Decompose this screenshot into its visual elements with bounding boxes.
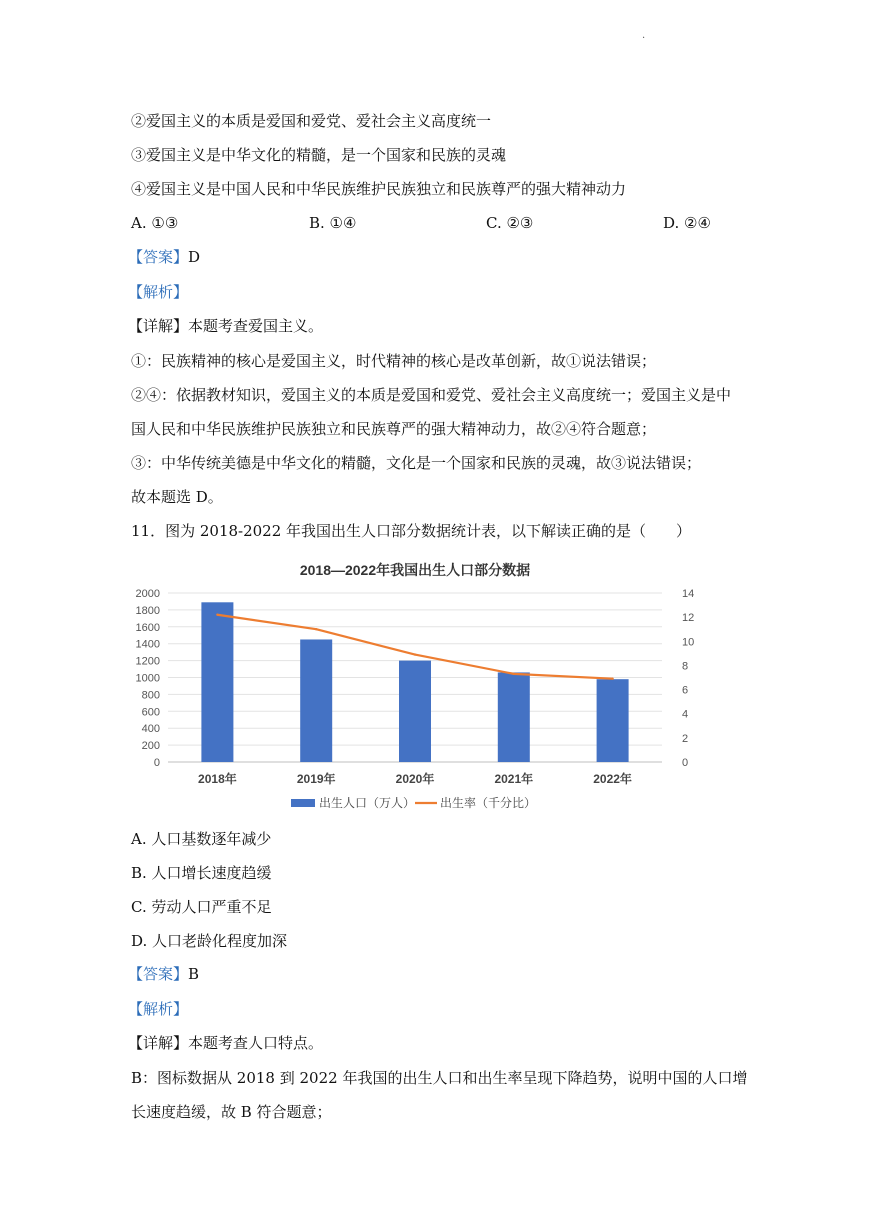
bar-2018年: [201, 602, 233, 762]
answer-tag: 【答案】: [128, 965, 189, 983]
q11-option-d: D. 人口老龄化程度加深: [131, 932, 288, 950]
y-right-tick-label: 2: [682, 732, 689, 745]
legend-label-line: 出生率（千分比）: [440, 796, 537, 810]
q10-option-c: C. ②③: [486, 214, 534, 232]
y-left-tick-label: 0: [153, 757, 160, 769]
birth-rate-point-2018年: [216, 614, 218, 616]
q11-analysis: [128, 999, 188, 1019]
birth-rate-point-2022年: [611, 678, 613, 680]
y-left-tick-label: 200: [141, 740, 160, 753]
detail-text: 本题考查爱国主义。: [188, 317, 324, 335]
x-tick-label: 2020年: [395, 772, 435, 786]
bar-2020年: [399, 661, 431, 762]
legend-swatch-bar: [291, 799, 315, 807]
q10-option-d: D. ②④: [663, 214, 711, 232]
x-tick-label: 2019年: [296, 772, 336, 786]
detail-tag: 【详解】: [128, 317, 189, 335]
q10-option-b: B. ①④: [309, 214, 357, 232]
q10-explain-5: 故本题选 D。: [131, 488, 223, 506]
statement-2: ②爱国主义的本质是爱国和爱党、爱社会主义高度统一: [131, 112, 492, 130]
q11-option-a: A. 人口基数逐年减少: [131, 830, 272, 848]
y-right-tick-label: 10: [682, 636, 695, 649]
q10-explain-1: ①：民族精神的核心是爱国主义，时代精神的核心是改革创新，故①说法错误；: [131, 352, 657, 370]
x-tick-label: 2021年: [494, 772, 534, 786]
q10-analysis: [128, 282, 188, 302]
bar-2019年: [300, 639, 332, 762]
q11-explain-2: 长速度趋缓，故 B 符合题意；: [131, 1103, 332, 1121]
y-right-tick-label: 14: [682, 588, 695, 600]
q10-option-a: A. ①③: [131, 214, 179, 232]
q10-explain-4: ③：中华传统美德是中华文化的精髓，文化是一个国家和民族的灵魂，故③说法错误；: [131, 454, 702, 472]
y-right-tick-label: 0: [682, 757, 689, 769]
statement-3: ③爱国主义是中华文化的精髓，是一个国家和民族的灵魂: [131, 146, 507, 164]
q10-answer: [128, 247, 200, 267]
q11-explain-1: B：图标数据从 2018 到 2022 年我国的出生人口和出生率呈现下降趋势，说明中国的人口增: [131, 1069, 748, 1087]
analysis-tag: 【解析】: [128, 283, 189, 301]
q11-stem: 11．图为 2018-2022 年我国出生人口部分数据统计表，以下解读正确的是（ ）: [131, 522, 692, 540]
y-left-tick-label: 1200: [135, 655, 160, 668]
y-left-tick-label: 600: [141, 706, 160, 719]
page-mark: .: [642, 30, 646, 41]
legend-label-bar: 出生人口（万人）: [319, 796, 416, 810]
answer-value: D: [188, 248, 201, 266]
q10-detail: [128, 316, 323, 336]
answer-tag: 【答案】: [128, 248, 189, 266]
statement-4: ④爱国主义是中国人民和中华民族维护民族独立和民族尊严的强大精神动力: [131, 180, 627, 198]
x-tick-label: 2022年: [593, 772, 632, 786]
answer-value: B: [188, 965, 200, 983]
y-left-tick-label: 1600: [135, 621, 160, 634]
y-left-tick-label: 1800: [135, 604, 160, 617]
y-left-tick-label: 1400: [135, 638, 160, 651]
birth-rate-point-2019年: [315, 628, 317, 630]
q11-answer: [128, 964, 199, 984]
q10-explain-3: 国人民和中华民族维护民族独立和民族尊严的强大精神动力，故②④符合题意；: [131, 420, 657, 438]
q10-explain-2: ②④：依据教材知识，爱国主义的本质是爱国和爱党、爱社会主义高度统一；爱国主义是中: [131, 386, 732, 404]
y-right-tick-label: 8: [682, 660, 689, 673]
birth-population-chart: [128, 552, 708, 817]
birth-rate-point-2021年: [513, 673, 515, 675]
detail-tag: 【详解】: [128, 1034, 189, 1052]
y-right-tick-label: 12: [682, 612, 695, 625]
detail-text: 本题考查人口特点。: [188, 1034, 324, 1052]
bar-2022年: [597, 679, 629, 762]
birth-rate-point-2020年: [414, 653, 416, 655]
x-tick-label: 2018年: [198, 772, 237, 786]
q11-option-c: C. 劳动人口严重不足: [131, 898, 272, 916]
y-left-tick-label: 2000: [135, 588, 160, 600]
y-left-tick-label: 400: [141, 723, 160, 736]
chart-title: 2018—2022年我国出生人口部分数据: [299, 562, 531, 578]
y-right-tick-label: 4: [682, 708, 689, 721]
bar-2021年: [498, 672, 530, 762]
y-left-tick-label: 800: [141, 689, 160, 702]
q11-detail: [128, 1033, 323, 1053]
analysis-tag: 【解析】: [128, 1000, 189, 1018]
y-left-tick-label: 1000: [135, 672, 160, 685]
q11-option-b: B. 人口增长速度趋缓: [131, 864, 272, 882]
y-right-tick-label: 6: [682, 684, 689, 697]
